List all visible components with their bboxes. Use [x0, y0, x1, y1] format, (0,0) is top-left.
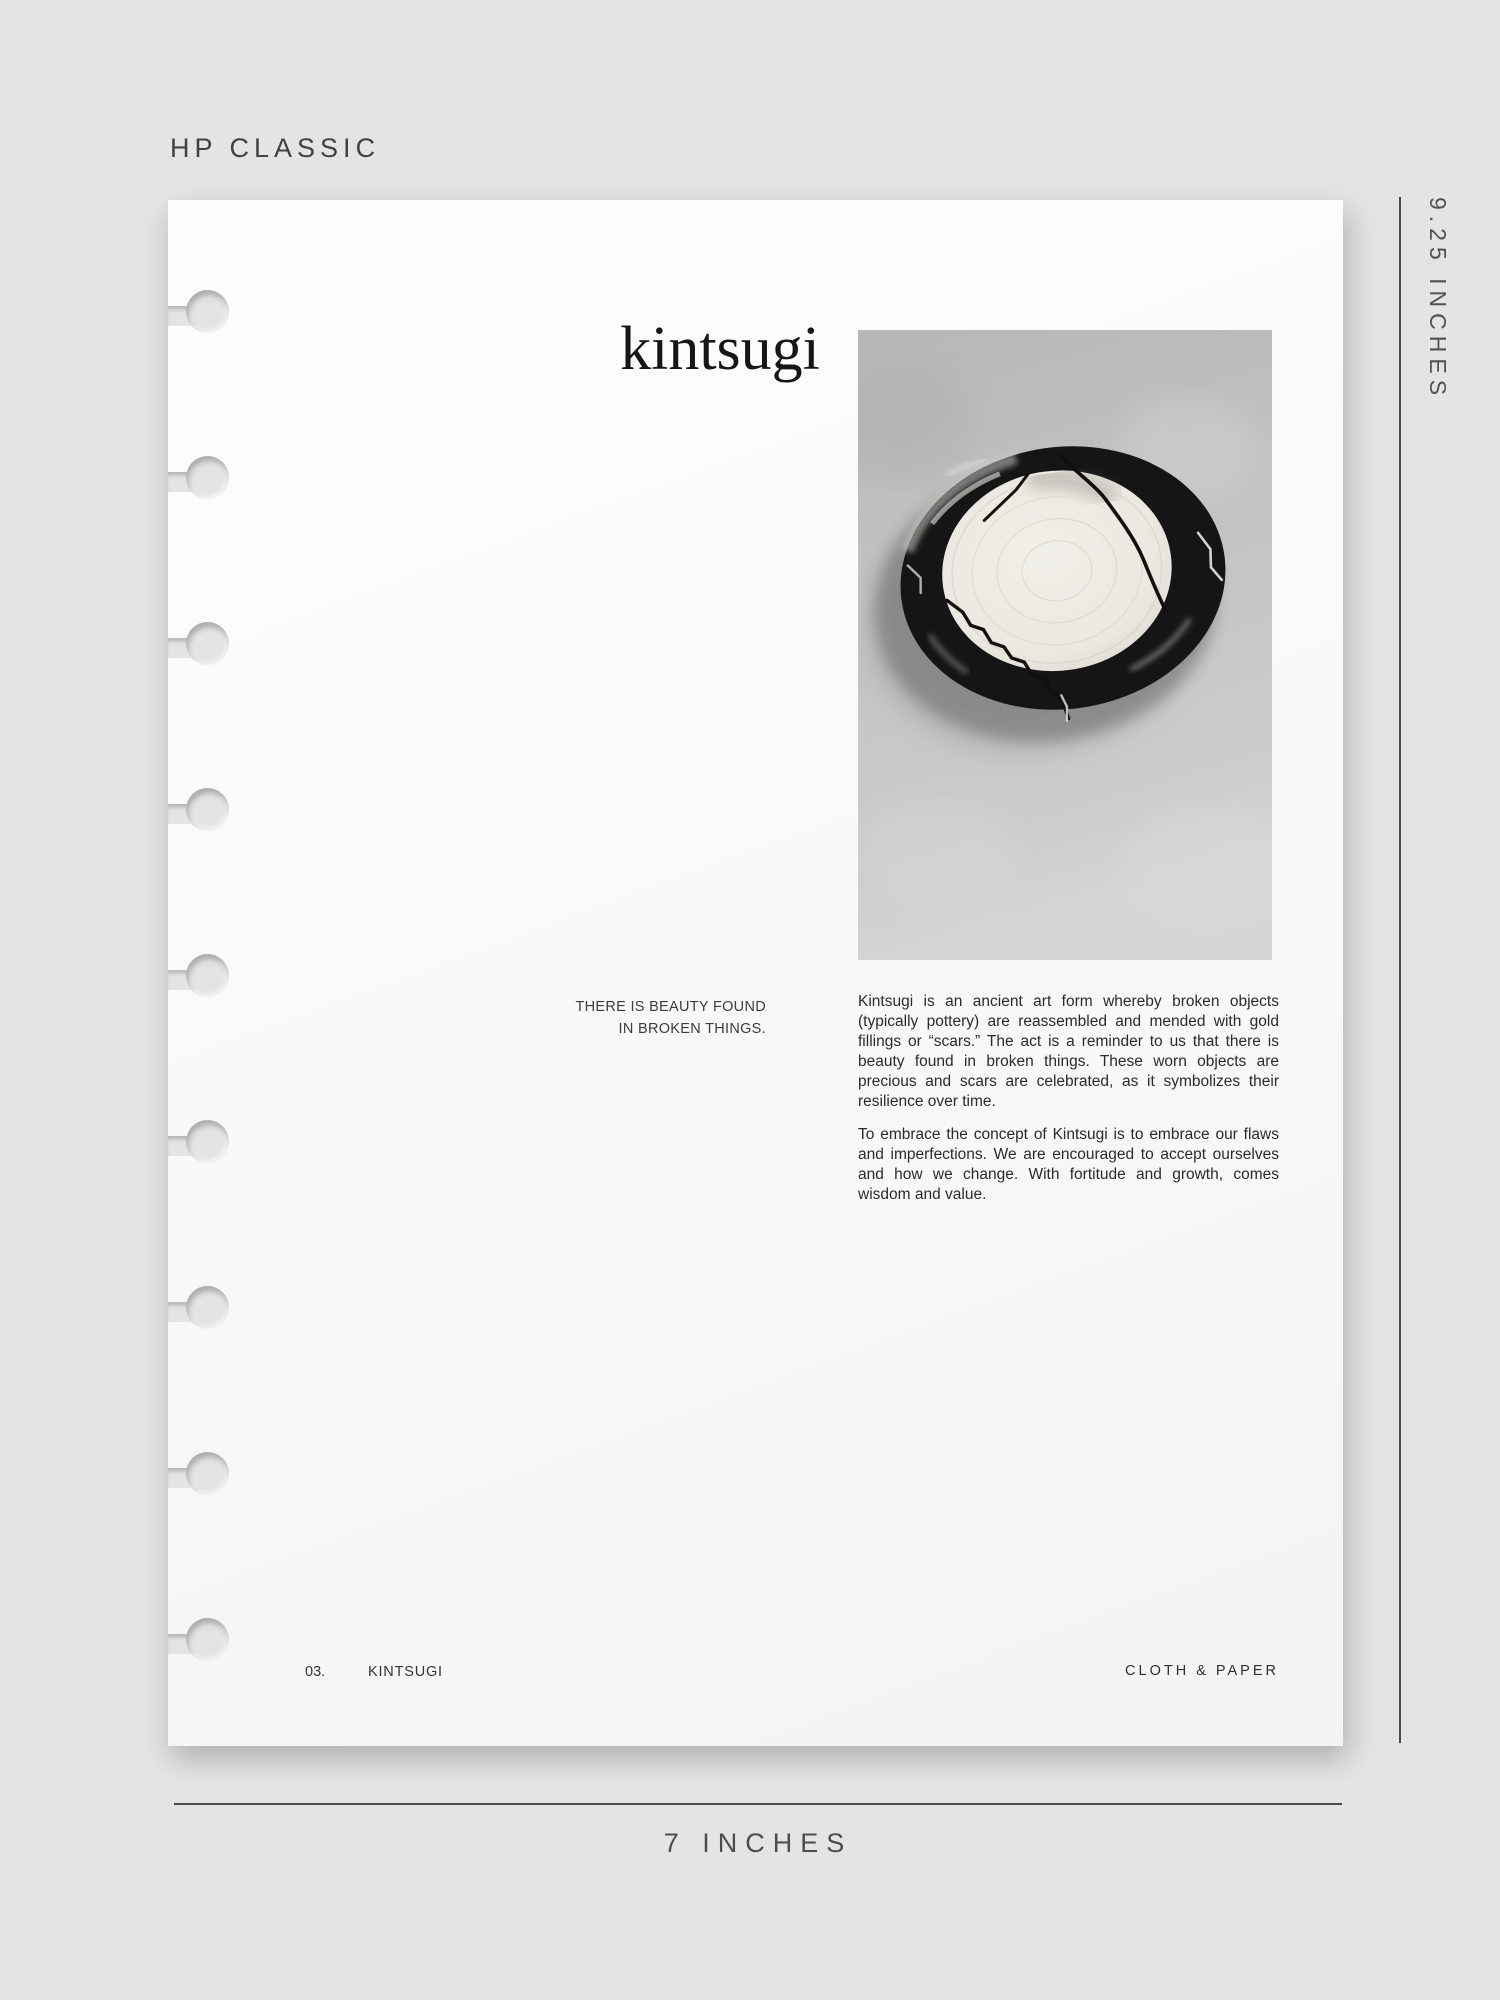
width-ruler-label: 7 INCHES — [663, 1828, 853, 1858]
height-ruler-line — [1399, 197, 1401, 1743]
footer-section-title: KINTSUGI — [368, 1664, 443, 1680]
quote-block — [498, 996, 766, 1040]
disc-punch-hole — [186, 456, 229, 499]
disc-punch — [168, 1617, 230, 1663]
disc-punch-hole — [186, 788, 229, 831]
quote-line-1: THERE IS BEAUTY FOUND — [575, 999, 766, 1015]
disc-punch — [168, 1119, 230, 1165]
disc-punch — [168, 455, 230, 501]
disc-punch — [168, 953, 230, 999]
body-paragraph-2: To embrace the concept of Kintsugi is to embrace our flaws and imperfections. We are encouraged to accept ourselves and how we change. With fortitude and growth, comes wisdom and value. — [858, 1126, 1279, 1203]
disc-punch-hole — [186, 1618, 229, 1661]
disc-punch-hole — [186, 290, 229, 333]
body-paragraph-1: Kintsugi is an ancient art form whereby broken objects (typically pottery) are reassembled and mended with gold fillings or “scars.” The act is a reminder to us that there is beauty found in broken things. These worn objects are precious and scars are celebrated, as it symbolizes their resilience over time. — [858, 993, 1279, 1110]
disc-punch-hole — [186, 1452, 229, 1495]
footer-brand: CLOTH & PAPER — [1125, 1663, 1279, 1679]
disc-punch — [168, 787, 230, 833]
height-ruler-label: 9.25 INCHES — [1425, 197, 1451, 402]
footer-page-number: 03. — [305, 1664, 326, 1680]
body-text-column — [858, 992, 1279, 1218]
planner-page — [168, 200, 1343, 1746]
disc-punch-hole — [186, 622, 229, 665]
product-size-label: HP CLASSIC — [170, 133, 381, 163]
quote-line-2: IN BROKEN THINGS. — [618, 1021, 766, 1037]
kintsugi-plate-photo — [858, 330, 1272, 960]
disc-punch — [168, 621, 230, 667]
disc-punch-hole — [186, 1286, 229, 1329]
disc-punch — [168, 1451, 230, 1497]
page-title: kintsugi — [620, 315, 820, 383]
disc-punch-hole — [186, 1120, 229, 1163]
disc-punch — [168, 1285, 230, 1331]
disc-punch-hole — [186, 954, 229, 997]
disc-punch — [168, 289, 230, 335]
width-ruler-line — [174, 1803, 1342, 1805]
